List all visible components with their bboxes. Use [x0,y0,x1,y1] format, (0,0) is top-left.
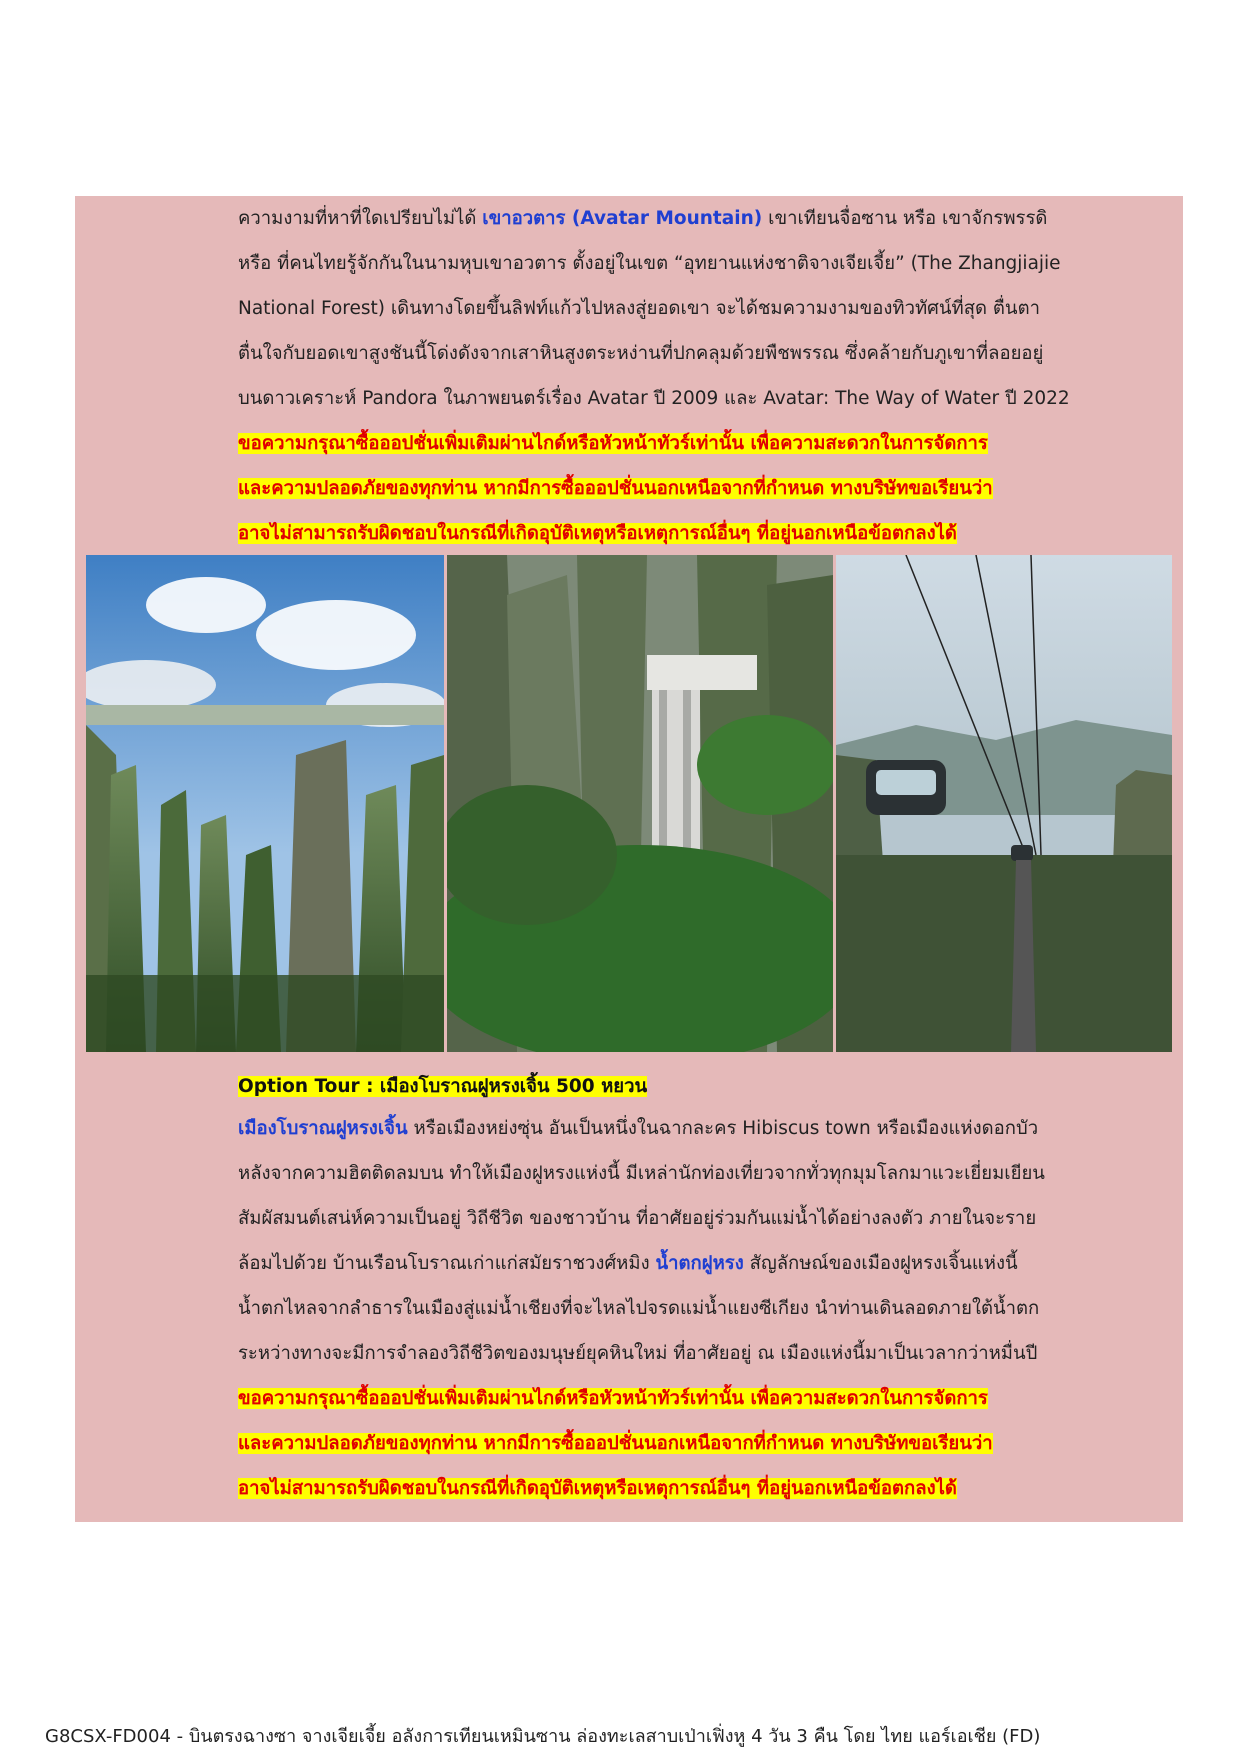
option-warning-line: และความปลอดภัยของทุกท่าน หากมีการซื้อออปชั่นนอกเหนือจากที่กำหนด ทางบริษัทขอเรียนว่า [238,478,993,499]
paragraph-line: หลังจากความฮิตติดลมบน ทำให้เมืองฝูหรงแห่งนี้ มีเหล่านักท่องเที่ยวจากทั่วทุกมุมโลกมาแวะเยี่ยมเยียน [238,1163,1045,1184]
bailong-elevator-photo [447,555,833,1052]
option-warning-line: อาจไม่สามารถรับผิดชอบในกรณีที่เกิดอุบัติเหตุหรือเหตุการณ์อื่นๆ ที่อยู่นอกเหนือข้อตกลงได้ [238,523,957,544]
avatar-mountain-link: เขาอวตาร (Avatar Mountain) [482,208,763,229]
avatar-mountain-photo [86,555,444,1052]
option-warning-line: ขอความกรุณาซื้อออปชั่นเพิ่มเติมผ่านไกด์หรือหัวหน้าทัวร์เท่านั้น เพื่อความสะดวกในการจัดการ [238,433,988,454]
paragraph-line: National Forest) เดินทางโดยขึ้นลิฟท์แก้วไปหลงสู่ยอดเขา จะได้ชมความงามของทิวทัศน์ที่สุด ตื่นตา [238,298,1040,319]
furong-town-section [238,1068,1173,1511]
option-warning-line: และความปลอดภัยของทุกท่าน หากมีการซื้อออปชั่นนอกเหนือจากที่กำหนด ทางบริษัทขอเรียนว่า [238,1433,993,1454]
cable-car-photo [836,555,1172,1052]
paragraph-line: เมืองโบราณฝูหรงเจิ้น หรือเมืองหย่งซุ่น อันเป็นหนึ่งในฉากละคร Hibiscus town หรือเมืองแห่งดอกบัว [238,1118,1039,1139]
option-warning-line: ขอความกรุณาซื้อออปชั่นเพิ่มเติมผ่านไกด์หรือหัวหน้าทัวร์เท่านั้น เพื่อความสะดวกในการจัดการ [238,1388,988,1409]
page-footer: G8CSX-FD004 - บินตรงฉางซา จางเจียเจี้ย อลังการเทียนเหมินซาน ล่องทะเลสาบเป่าเฟิ่งหู 4 วัน 3 คืน โดย ไทย แอร์เอเชีย (FD) [45,1726,1041,1747]
paragraph-line: ล้อมไปด้วย บ้านเรือนโบราณเก่าแก่สมัยราชวงศ์หมิง น้ำตกฝูหรง สัญลักษณ์ของเมืองฝูหรงเจิ้นแห่งนี้ [238,1253,1018,1274]
option-warning-line: อาจไม่สามารถรับผิดชอบในกรณีที่เกิดอุบัติเหตุหรือเหตุการณ์อื่นๆ ที่อยู่นอกเหนือข้อตกลงได้ [238,1478,957,1499]
paragraph-line: ตื่นใจกับยอดเขาสูงชันนี้โด่งดังจากเสาหินสูงตระหง่านที่ปกคลุมด้วยพืชพรรณ ซึ่งคล้ายกับภูเขาที่ลอยอยู่ [238,343,1044,364]
option-tour-title: Option Tour : เมืองโบราณฝูหรงเจิ้น 500 หยวน [238,1076,648,1097]
photo-strip [86,555,1172,1052]
furong-waterfall-link: น้ำตกฝูหรง [655,1253,744,1274]
avatar-mountain-section [238,196,1173,556]
paragraph-line: บนดาวเคราะห์ Pandora ในภาพยนตร์เรื่อง Avatar ปี 2009 และ Avatar: The Way of Water ปี 2022 [238,388,1070,409]
paragraph-line: ระหว่างทางจะมีการจำลองวิถีชีวิตของมนุษย์ยุคหินใหม่ ที่อาศัยอยู่ ณ เมืองแห่งนี้มาเป็นเวลากว่าหมื่นปี [238,1343,1038,1364]
furong-town-link: เมืองโบราณฝูหรงเจิ้น [238,1118,408,1139]
paragraph-line: หรือ ที่คนไทยรู้จักกันในนามหุบเขาอวตาร ตั้งอยู่ในเขต “อุทยานแห่งชาติจางเจียเจี้ย” (The Zhangjiajie [238,253,1061,274]
paragraph-line: ความงามที่หาที่ใดเปรียบไม่ได้ เขาอวตาร (Avatar Mountain) เขาเทียนจื่อซาน หรือ เขาจักรพรรดิ [238,208,1048,229]
paragraph-line: น้ำตกไหลจากลำธารในเมืองสู่แม่น้ำเชียงที่จะไหลไปจรดแม่น้ำแยงซีเกียง นำท่านเดินลอดภายใต้น้ำตก [238,1298,1040,1319]
paragraph-line: สัมผัสมนต์เสน่ห์ความเป็นอยู่ วิถีชีวิต ของชาวบ้าน ที่อาศัยอยู่ร่วมกันแม่น้ำได้อย่างลงตัว ภายในจะราย [238,1208,1037,1229]
